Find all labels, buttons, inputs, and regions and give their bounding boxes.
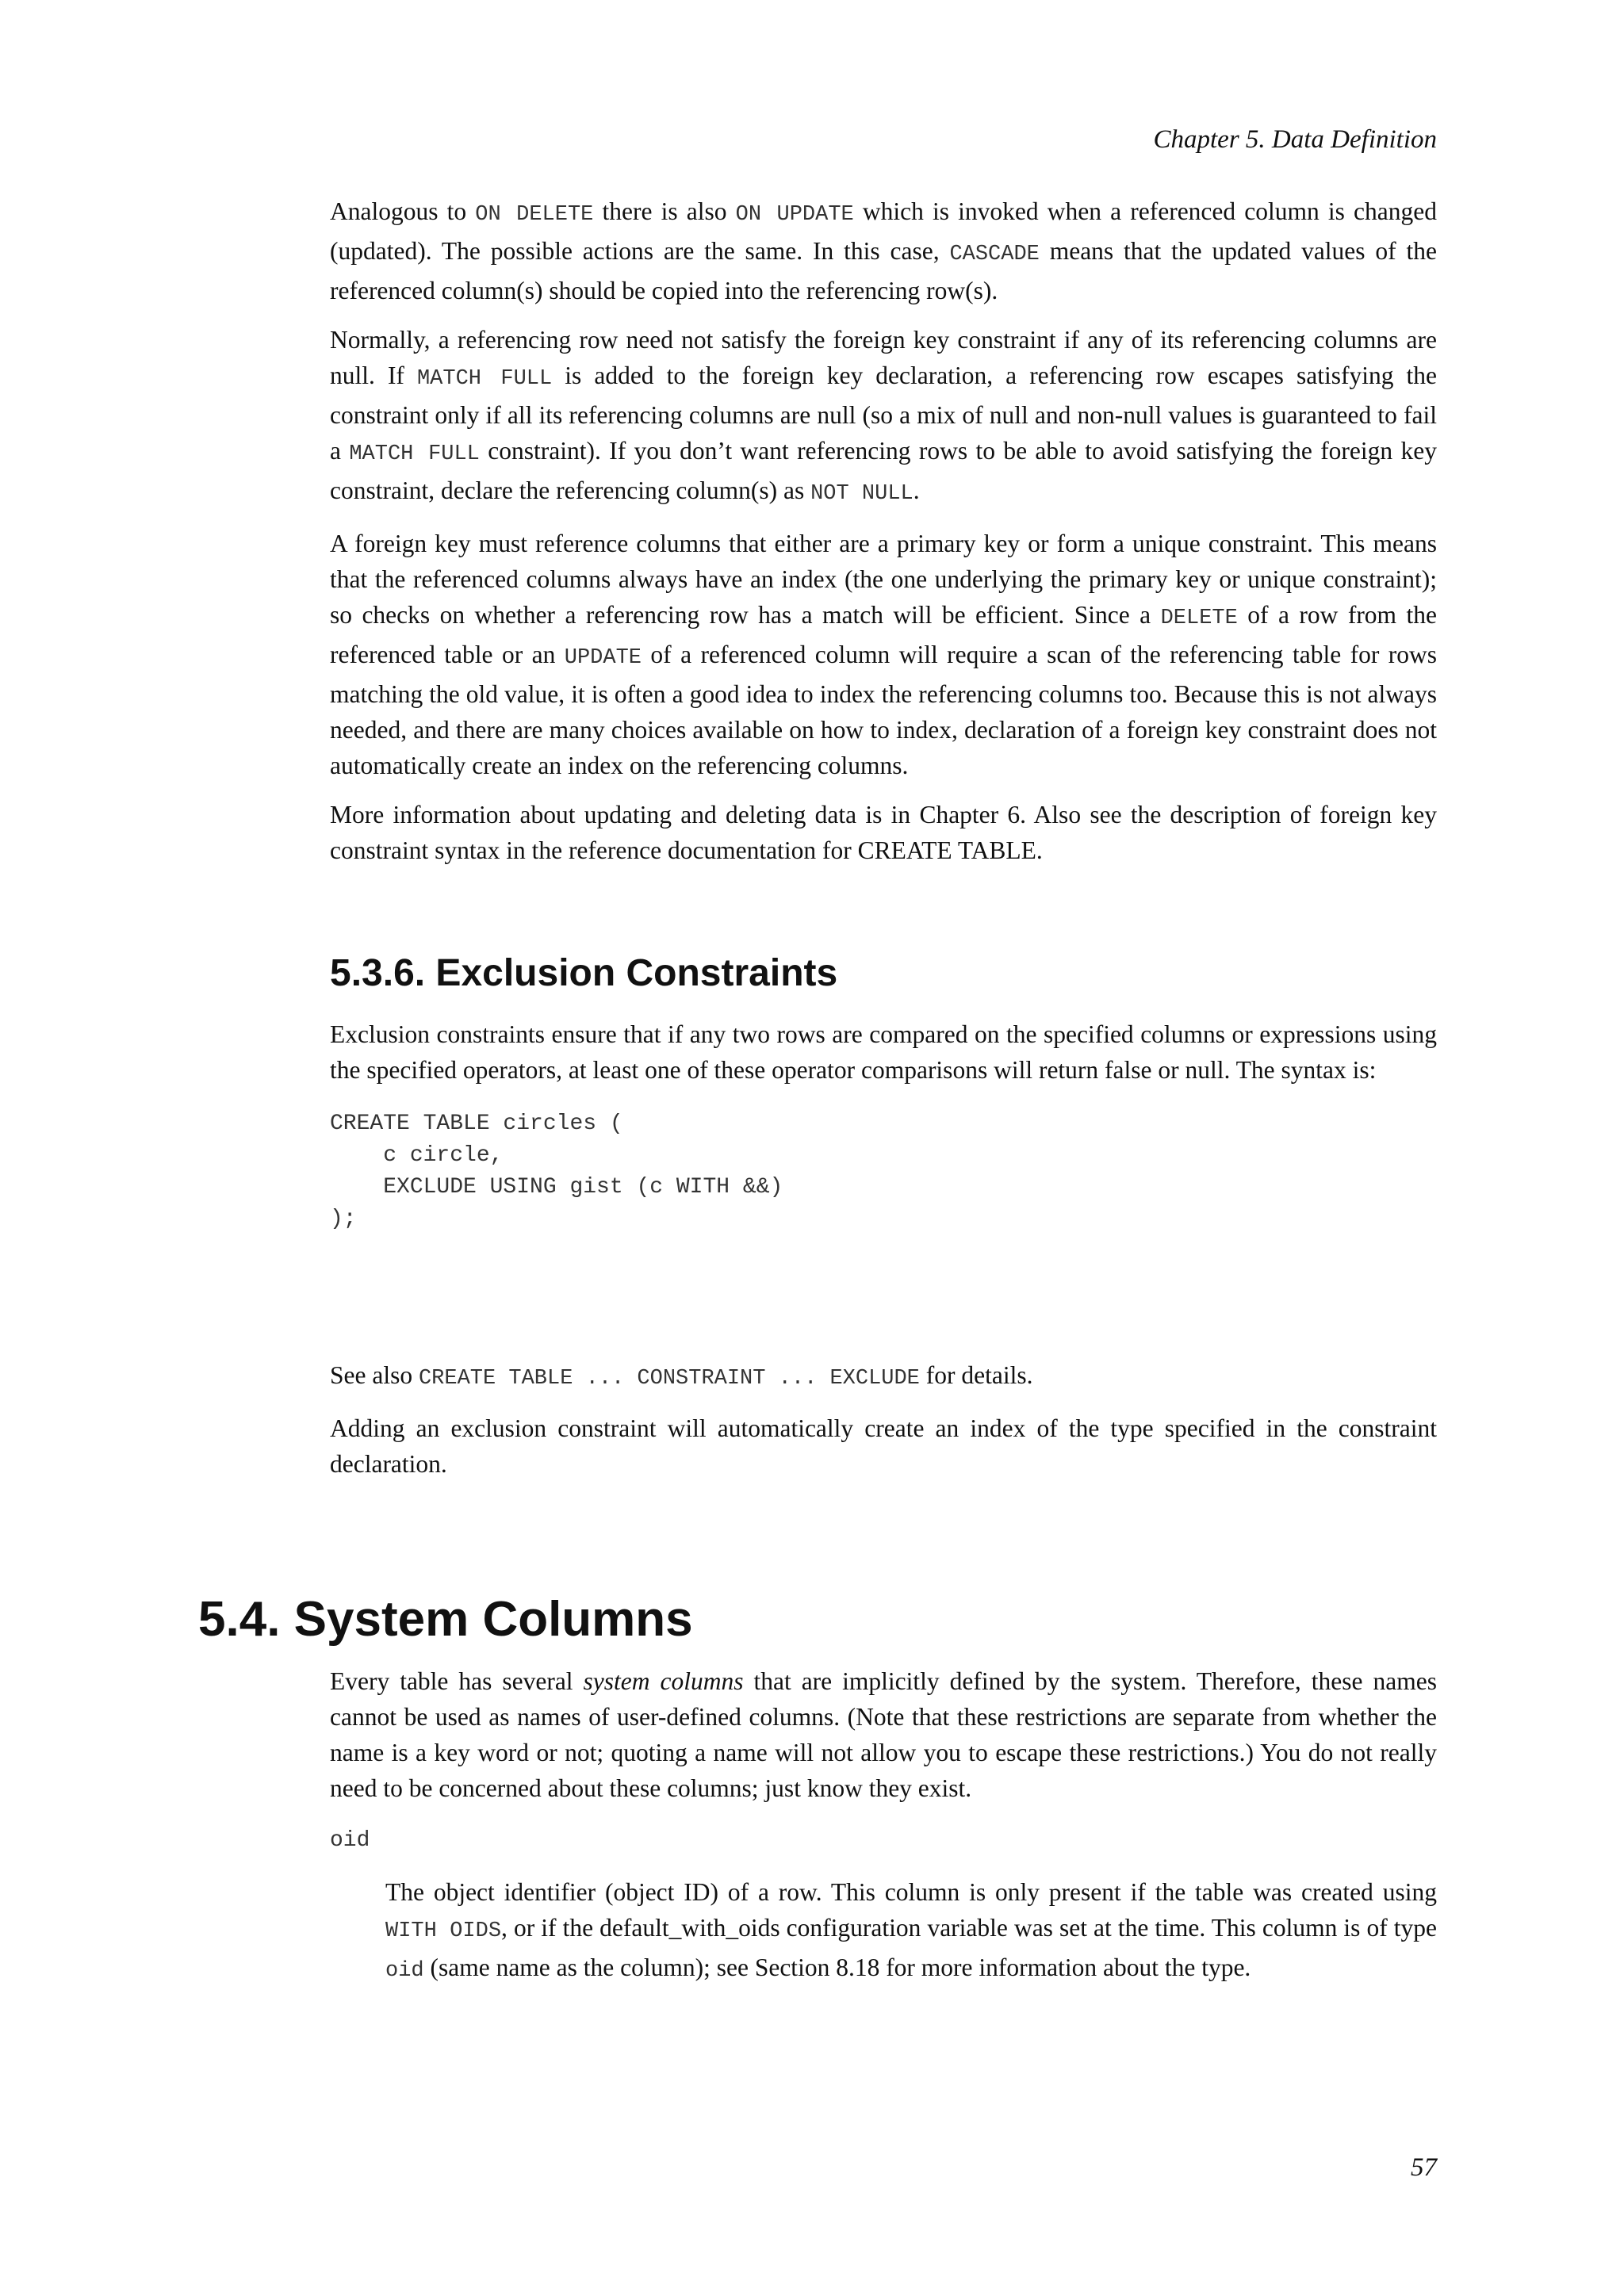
- paragraph-exclusion-index: Adding an exclusion constraint will automatically create an index of the type specified in the constraint declaration.: [330, 1414, 1437, 1478]
- code-not-null: NOT NULL: [810, 482, 914, 506]
- foreign-key-content: [330, 193, 1437, 882]
- paragraph-foreign-key-index: [330, 526, 1437, 783]
- code-with-oids: WITH OIDS: [385, 1919, 502, 1943]
- text: that are implicitly defined by the system. Therefore, these names cannot be used as names of user-defined columns. (Note that these restrictions are separate from whether the name is a key word or not; quoting a name will not allow you to escape these restrictions.) You do not really need to be concerned about these columns; just know they exist.: [330, 1667, 1437, 1802]
- text: for details.: [919, 1361, 1033, 1389]
- emphasis-system-columns: system columns: [583, 1667, 744, 1695]
- text: (same name as the column); see Section 8.18 for more information about the type.: [423, 1954, 1251, 1981]
- code-oid: oid: [385, 1959, 424, 1983]
- text: Every table has several: [330, 1667, 584, 1695]
- code-on-delete: ON DELETE: [475, 203, 594, 227]
- code-update: UPDATE: [564, 646, 642, 670]
- text: Normally, a referencing row need not satisfy the foreign key constraint if any of its referencing columns are null. If: [330, 326, 1437, 389]
- text: Analogous to: [330, 197, 476, 225]
- text: means that the updated values of the referenced column(s) should be copied into the referencing row(s).: [330, 237, 1437, 304]
- paragraph-more-information: More information about updating and deleting data is in Chapter 6. Also see the description of foreign key constraint syntax in the reference documentation for CREATE TABLE.: [330, 801, 1437, 864]
- text: The object identifier (object ID) of a row. This column is only present if the table was created using: [385, 1878, 1437, 1906]
- exclusion-constraints-notes: [330, 1357, 1437, 1495]
- paragraph-match-full: [330, 322, 1437, 512]
- code-cascade: CASCADE: [949, 243, 1040, 266]
- running-header: Chapter 5. Data Definition: [1153, 125, 1437, 154]
- text: of a referenced column will require a scan of the referencing table for rows matching the old value, it is often a good idea to index the referencing columns too. Because this is not always needed, and there are many choices available on how to index, declaration of a foreign key constraint does not automatically create an index on the referencing columns.: [330, 641, 1438, 779]
- code-match-full: MATCH FULL: [349, 442, 480, 466]
- paragraph-exclusion-intro: Exclusion constraints ensure that if any two rows are compared on the specified columns or expressions using the specified operators, at least one of these operator comparisons will return false or null. The syntax is:: [330, 1020, 1437, 1084]
- paragraph-see-also: [330, 1357, 1437, 1397]
- code-delete: DELETE: [1160, 607, 1238, 630]
- code-on-update: ON UPDATE: [735, 203, 854, 227]
- code-block-create-table-circles: CREATE TABLE circles ( c circle, EXCLUDE USING gist (c WITH &&) );: [330, 1112, 783, 1231]
- code-create-table-constraint-exclude: CREATE TABLE ... CONSTRAINT ... EXCLUDE: [418, 1367, 920, 1391]
- code-match-full: MATCH FULL: [416, 367, 553, 391]
- exclusion-constraints-body: [330, 1016, 1437, 1235]
- text: which is invoked when a referenced column is changed (updated). The possible actions are the same. In this case,: [330, 197, 1437, 265]
- text: of a row from the referenced table or an: [330, 601, 1437, 668]
- text: See also: [330, 1361, 419, 1389]
- text: is added to the foreign key declaration, a referencing row escapes satisfying the constraint only if all its referencing columns are null (so a mix of null and non-null values is guaranteed to fail a: [330, 362, 1437, 465]
- text: .: [913, 476, 920, 504]
- system-columns-body: [330, 1663, 1437, 2003]
- page-number: 57: [1411, 2153, 1437, 2182]
- paragraph-oid-description: [385, 1874, 1437, 1989]
- text: A foreign key must reference columns that either are a primary key or form a unique constraint. This means that the referenced columns always have an index (the one underlying the primary key or unique constraint); so checks on whether a referencing row has a match will be efficient. Since a: [330, 530, 1437, 629]
- text: constraint). If you don’t want referencing rows to be able to avoid satisfying the foreign key constraint, declare the referencing column(s) as: [330, 437, 1438, 504]
- definition-oid: [330, 1874, 1437, 1989]
- section-heading-system-columns: 5.4. System Columns: [198, 1592, 693, 1647]
- text: there is also: [593, 197, 736, 225]
- paragraph-system-columns-intro: [330, 1663, 1437, 1806]
- section-heading-exclusion-constraints: 5.3.6. Exclusion Constraints: [330, 952, 838, 994]
- term-oid: oid: [330, 1828, 370, 1853]
- paragraph-on-update: [330, 193, 1437, 308]
- text: , or if the default_with_oids configuration variable was set at the time. This column is of type: [501, 1914, 1438, 1942]
